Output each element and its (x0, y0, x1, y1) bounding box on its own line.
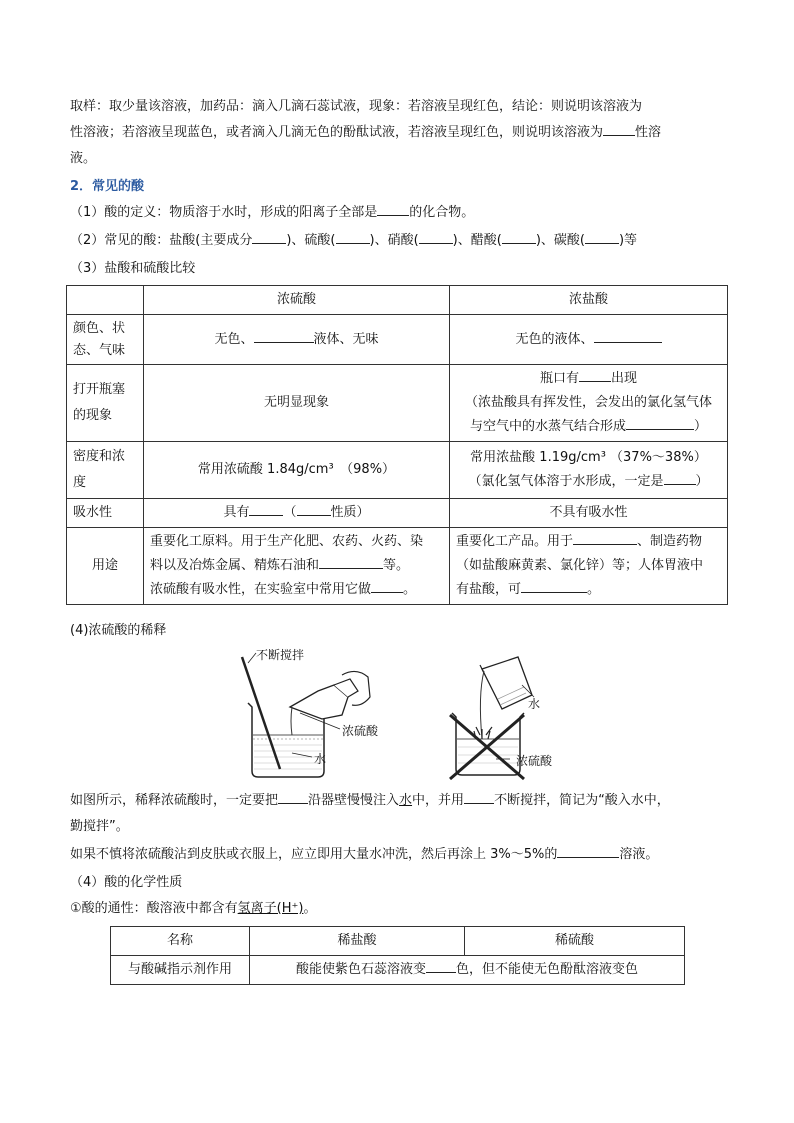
row-label: 打开瓶塞的现象 (67, 365, 144, 442)
answer-blank[interactable] (502, 229, 536, 244)
table-cell: 重要化工产品。用于 、制造药物 （如盐酸麻黄素、氯化锌）等；人体胃液中 有盐酸，可 。 (450, 528, 728, 605)
intro-line1: 取样：取少量该溶液，加药品：滴入几滴石蕊试液，现象：若溶液呈现红色，结论：则说明该溶液为 (70, 99, 643, 114)
table-row (111, 927, 685, 956)
answer-blank[interactable] (371, 578, 403, 593)
answer-blank[interactable] (377, 201, 409, 216)
table-header-cell: 名称 (111, 927, 250, 956)
table-row (67, 528, 728, 605)
chem-general: ①酸的通性：酸溶液中都含有氢离子(H⁺)。 (70, 901, 317, 916)
answer-blank[interactable] (297, 501, 331, 516)
stir-label: 不断搅拌 (256, 648, 305, 662)
dilution-title: (4)浓硫酸的稀释 (70, 623, 167, 638)
table-row (67, 442, 728, 499)
answer-blank[interactable] (573, 530, 637, 545)
acid-properties-table (110, 926, 685, 985)
table-cell: 酸能使紫色石蕊溶液变 色，但不能使无色酚酞溶液变色 (250, 956, 685, 985)
row-label: 颜色、状态、气味 (67, 315, 144, 365)
table-row (67, 286, 728, 315)
answer-blank[interactable] (626, 415, 694, 430)
table-header-cell: 浓硫酸 (144, 286, 450, 315)
acid-definition: （1）酸的定义：物质溶于水时，形成的阳离子全部是 的化合物。 (70, 200, 730, 226)
answer-blank[interactable] (557, 843, 619, 858)
answer-blank[interactable] (319, 554, 383, 569)
table-row (67, 315, 728, 365)
answer-blank[interactable] (254, 328, 314, 343)
answer-blank[interactable] (252, 229, 286, 244)
table-cell: 常用浓硫酸 1.84g/cm³ （98%） (144, 442, 450, 499)
intro-line2: 性溶液；若溶液呈现蓝色，或者滴入几滴无色的酚酞试液，若溶液呈现红色，则说明该溶液为 性溶 (70, 120, 730, 146)
table-header-cell: 浓盐酸 (450, 286, 728, 315)
answer-blank[interactable] (664, 470, 696, 485)
table-cell: 无色、 液体、无味 (144, 315, 450, 365)
table-cell: 具有 （ 性质） (144, 499, 450, 528)
acid-comparison-table (66, 285, 728, 605)
table-cell: 常用浓盐酸 1.19g/cm³ （37%～38%） （氯化氢气体溶于水形成，一定是 ） (450, 442, 728, 499)
answer-blank[interactable] (594, 328, 662, 343)
answer-blank[interactable] (579, 367, 611, 382)
correct-dilution-figure (230, 645, 390, 785)
dilution-text2: 勤搅拌”。 (70, 819, 129, 834)
intro-line3: 液。 (70, 151, 97, 166)
answer-blank[interactable] (585, 229, 619, 244)
table-header-cell: 稀盐酸 (250, 927, 465, 956)
water-label-left: 水 (314, 752, 327, 766)
row-label: 密度和浓度 (67, 442, 144, 499)
table-header-cell (67, 286, 144, 315)
answer-blank[interactable] (426, 958, 456, 973)
answer-blank[interactable] (249, 501, 283, 516)
table-row (67, 365, 728, 442)
chem-title: （4）酸的化学性质 (70, 875, 183, 890)
table-row (67, 499, 728, 528)
table-cell: 重要化工原料。用于生产化肥、农药、火药、染 料以及冶炼金属、精炼石油和 等。 浓硫酸有吸水性，在实验室中常用它做 。 (144, 528, 450, 605)
table-header-cell: 稀硫酸 (465, 927, 685, 956)
answer-blank[interactable] (603, 121, 635, 136)
table-cell: 不具有吸水性 (450, 499, 728, 528)
water-label-right: 水 (528, 697, 541, 711)
table-cell: 瓶口有 出现 （浓盐酸具有挥发性，会发出的氯化氢气体 与空气中的水蒸气结合形成 ） (450, 365, 728, 442)
answer-blank[interactable] (336, 229, 370, 244)
acid-label-right: 浓硫酸 (516, 754, 553, 768)
section-title: 2．常见的酸 (70, 179, 145, 194)
answer-blank[interactable] (278, 789, 308, 804)
compare-title: （3）盐酸和硫酸比较 (70, 261, 196, 276)
row-label: 吸水性 (67, 499, 144, 528)
dilution-text1: 如图所示，稀释浓硫酸时，一定要把 沿器壁慢慢注入水中，并用 不断搅拌，简记为“酸入水中， (70, 788, 730, 814)
common-acids: （2）常见的酸：盐酸(主要成分 )、硫酸( )、硝酸( )、醋酸( )、碳酸( )等 (70, 228, 730, 254)
table-cell: 无明显现象 (144, 365, 450, 442)
table-row (111, 956, 685, 985)
acid-label-left: 浓硫酸 (342, 724, 379, 738)
dilution-text3: 如果不慎将浓硫酸沾到皮肤或衣服上，应立即用大量水冲洗，然后再涂上 3%～5%的 溶液。 (70, 842, 730, 868)
answer-blank[interactable] (521, 578, 587, 593)
answer-blank[interactable] (419, 229, 453, 244)
table-cell: 无色的液体、 (450, 315, 728, 365)
row-label: 与酸碱指示剂作用 (111, 956, 250, 985)
row-label: 用途 (67, 528, 144, 605)
answer-blank[interactable] (464, 789, 494, 804)
